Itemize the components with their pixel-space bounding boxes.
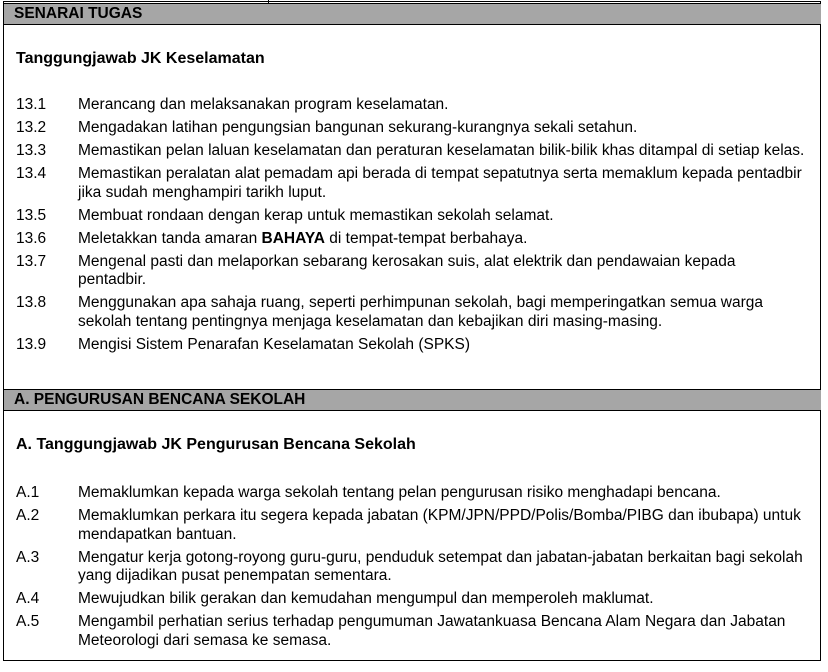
item-number: A.1 <box>16 484 40 501</box>
item-text: Mengambil perhatian serius terhadap pengumuman Jawatankuasa Bencana Alam Negara dan Jabatan Meteorologi dari semasa ke semasa. <box>78 613 786 649</box>
item-text <box>78 230 806 249</box>
item-number: 13.6 <box>16 229 47 247</box>
item-number: 13.2 <box>16 119 47 136</box>
item-text: Memaklumkan perkara itu segera kepada jabatan (KPM/JPN/PPD/Polis/Bomba/PIBG dan ibubapa) untuk mendapatkan bantuan. <box>78 507 801 543</box>
list-item <box>16 253 806 290</box>
list-item <box>16 230 806 249</box>
section-header-senarai-tugas: SENARAI TUGAS <box>4 3 821 25</box>
item-number: A.4 <box>16 590 40 607</box>
item-text: Mengadakan latihan pengungsian bangunan sekurang-kurangnya sekali setahun. <box>78 119 638 136</box>
item-number: A.2 <box>16 507 40 524</box>
duty-list-bencana <box>16 484 806 655</box>
warning-word: BAHAYA <box>261 229 325 247</box>
item-number: A.5 <box>16 613 40 630</box>
item-number: 13.1 <box>16 96 47 113</box>
item-text: Mewujudkan bilik gerakan dan kemudahan mengumpul dan memperoleh maklumat. <box>78 590 654 607</box>
list-item <box>16 549 806 586</box>
section-title-jk-pengurusan-bencana: A. Tanggungjawab JK Pengurusan Bencana Sekolah <box>16 436 416 453</box>
section-header-pengurusan-bencana: A. PENGURUSAN BENCANA SEKOLAH <box>4 389 821 411</box>
list-item <box>16 484 806 503</box>
item-number: 13.5 <box>16 206 47 224</box>
item-number: 13.7 <box>16 252 47 270</box>
list-item <box>16 507 806 544</box>
item-text-after: di tempat-tempat berbahaya. <box>325 229 528 247</box>
item-text: Memaklumkan kepada warga sekolah tentang pelan pengurusan risiko menghadapi bencana. <box>78 484 721 501</box>
item-text: Mengenal pasti dan melaporkan sebarang kerosakan suis, alat elektrik dan pendawaian kepada pentadbir. <box>78 252 736 288</box>
item-text: Memastikan peralatan alat pemadam api berada di tempat sepatutnya serta memaklum kepada pentadbir jika sudah menghampiri tarikh luput. <box>78 165 802 201</box>
list-item <box>16 119 806 138</box>
item-text: Membuat rondaan dengan kerap untuk memastikan sekolah selamat. <box>78 206 554 224</box>
item-number: 13.4 <box>16 165 47 182</box>
duty-list-keselamatan <box>16 96 806 359</box>
section-title-jk-keselamatan: Tanggungjawab JK Keselamatan <box>16 50 265 67</box>
item-number: 13.9 <box>16 335 47 353</box>
item-number: 13.3 <box>16 142 47 159</box>
item-text: Mengisi Sistem Penarafan Keselamatan Sekolah (SPKS) <box>78 335 471 353</box>
item-text-before: Meletakkan tanda amaran <box>78 229 262 247</box>
list-item <box>16 96 806 115</box>
list-item <box>16 336 806 355</box>
item-text: Merancang dan melaksanakan program keselamatan. <box>78 96 449 113</box>
item-text: Memastikan pelan laluan keselamatan dan peraturan keselamatan bilik-bilik khas ditampal di setiap kelas. <box>78 142 805 159</box>
list-item <box>16 207 806 226</box>
list-item <box>16 165 806 202</box>
item-text: Menggunakan apa sahaja ruang, seperti perhimpunan sekolah, bagi memperingatkan semua warga sekolah tentang pentingnya menjaga keselamatan dan kebajikan diri masing-masing. <box>78 294 764 330</box>
list-item <box>16 142 806 161</box>
list-item <box>16 613 806 650</box>
list-item <box>16 294 806 331</box>
list-item <box>16 590 806 609</box>
item-text: Mengatur kerja gotong-royong guru-guru, penduduk setempat dan jabatan-jabatan berkaitan bagi sekolah yang dijadikan pusat penempatan sementara. <box>78 548 803 584</box>
item-number: 13.8 <box>16 294 47 311</box>
item-number: A.3 <box>16 548 40 566</box>
